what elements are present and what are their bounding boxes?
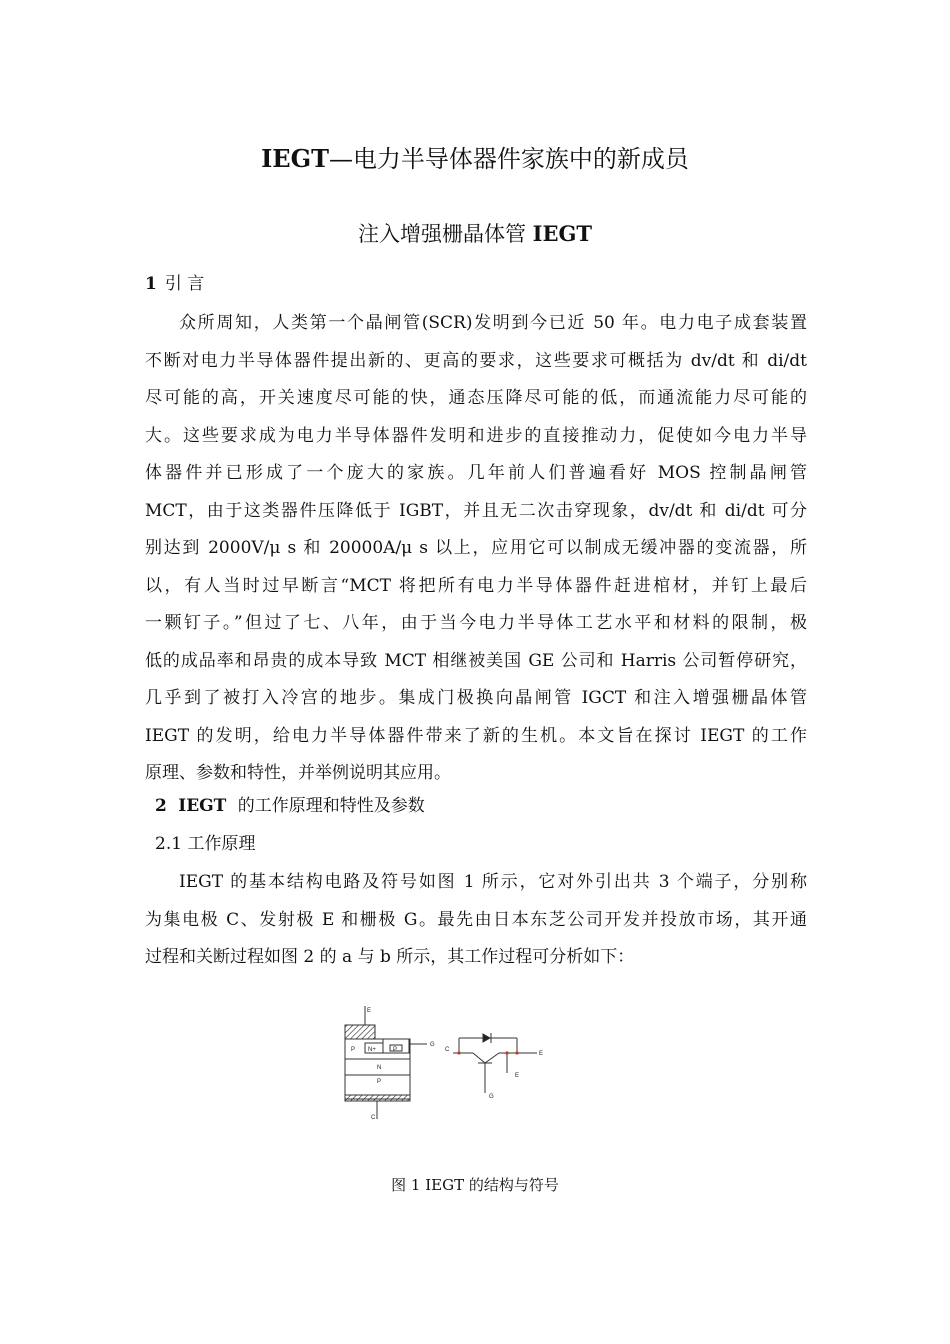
page-title — [0, 142, 950, 176]
paragraph-line: 一颗钉子。”但过了七、八年，由于当今电力半导体工艺水平和材料的限制，极 — [145, 613, 807, 633]
section-2-bold: IEGT — [178, 796, 227, 816]
label-p-right: P — [393, 1047, 398, 1053]
paragraph-line: 低的成品率和昂贵的成本导致 MCT 相继被美国 GE 公司和 Harris 公司暂停研究， — [145, 650, 807, 671]
section-1-heading — [145, 268, 204, 300]
label-p-left: P — [351, 1047, 356, 1053]
section-2-1-heading: 2.1 工作原理 — [155, 834, 256, 854]
label-e-symbol-2: E — [515, 1073, 520, 1079]
work-principle-paragraph — [145, 864, 807, 977]
iegt-symbol — [453, 1033, 537, 1093]
paragraph-line: 大。这些要求成为电力半导体器件发明和进步的直接推动力，促使如今电力半导 — [145, 425, 807, 446]
paragraph-line: 原理、参数和特性，并举例说明其应用。 — [145, 763, 451, 783]
label-c-bottom: C — [371, 1115, 376, 1121]
structure-diagram — [345, 1006, 427, 1119]
section-2-number: 2 — [155, 796, 167, 816]
node-dot — [457, 1051, 460, 1054]
node-dot — [505, 1051, 508, 1054]
paragraph-line: 不断对电力半导体器件提出新的、更高的要求，这些要求可概括为 dv/dt 和 di/dt — [145, 350, 807, 371]
paragraph-line: 尽可能的高，开关速度尽可能的快，通态压降尽可能的低，而通流能力尽可能的 — [145, 388, 807, 408]
figure-caption: 图 1 IEGT 的结构与符号 — [391, 1176, 559, 1194]
paragraph-line: MCT，由于这类器件压降低于 IGBT，并且无二次击穿现象，dv/dt 和 di/dt 可分 — [145, 500, 807, 521]
label-p: P — [377, 1079, 382, 1085]
node-dot — [515, 1051, 518, 1054]
subtitle-bold: IEGT — [532, 221, 593, 246]
section-2-rest: 的工作原理和特性及参数 — [232, 796, 425, 816]
paragraph-line: 体器件并已形成了一个庞大的家族。几年前人们普遍看好 MOS 控制晶闸管 — [145, 463, 807, 483]
paragraph-line: IEGT 的基本结构电路及符号如图 1 所示，它对外引出共 3 个端子，分别称 — [179, 872, 807, 892]
label-c-symbol: C — [445, 1047, 450, 1053]
subtitle-pre: 注入增强栅晶体管 — [357, 222, 533, 246]
label-n-plus: N+ — [368, 1047, 376, 1053]
paragraph-line: 几乎到了被打入冷宫的地步。集成门极换向晶闸管 IGCT 和注入增强栅晶体管 — [145, 688, 807, 708]
paragraph-line: 别达到 2000V/μ s 和 20000A/μ s 以上，应用它可以制成无缓冲器的变流器，所 — [145, 538, 807, 558]
page-subtitle — [0, 218, 950, 250]
title-rest: —电力半导体器件家族中的新成员 — [328, 145, 689, 173]
paragraph-line: 为集电极 C、发射极 E 和栅极 G。最先由日本东芝公司开发并投放市场，其开通 — [145, 909, 807, 930]
label-g: G — [430, 1042, 435, 1048]
section-2-heading — [155, 790, 425, 822]
paragraph-line: 众所周知，人类第一个晶闸管(SCR)发明到今已近 50 年。电力电子成套装置 — [179, 313, 807, 333]
iegt-structure-figure — [335, 1003, 550, 1128]
paragraph-line: 过程和关断过程如图 2 的 a 与 b 所示，其工作过程可分析如下： — [145, 947, 635, 967]
title-bold: IEGT — [261, 144, 329, 173]
label-g-symbol: G — [489, 1094, 494, 1100]
paragraph-line: 以，有人当时过早断言“MCT 将把所有电力半导体器件赶进棺材，并钉上最后 — [145, 575, 807, 596]
label-e-symbol: E — [539, 1051, 544, 1057]
section-1-number: 1 — [145, 274, 157, 294]
intro-paragraph — [145, 305, 807, 793]
label-e-top: E — [367, 1008, 372, 1014]
section-1-label: 引 言 — [164, 274, 205, 294]
label-n: N — [377, 1065, 382, 1071]
paragraph-line: IEGT 的发明，给电力半导体器件带来了新的生机。本文旨在探讨 IEGT 的工作 — [145, 725, 807, 746]
